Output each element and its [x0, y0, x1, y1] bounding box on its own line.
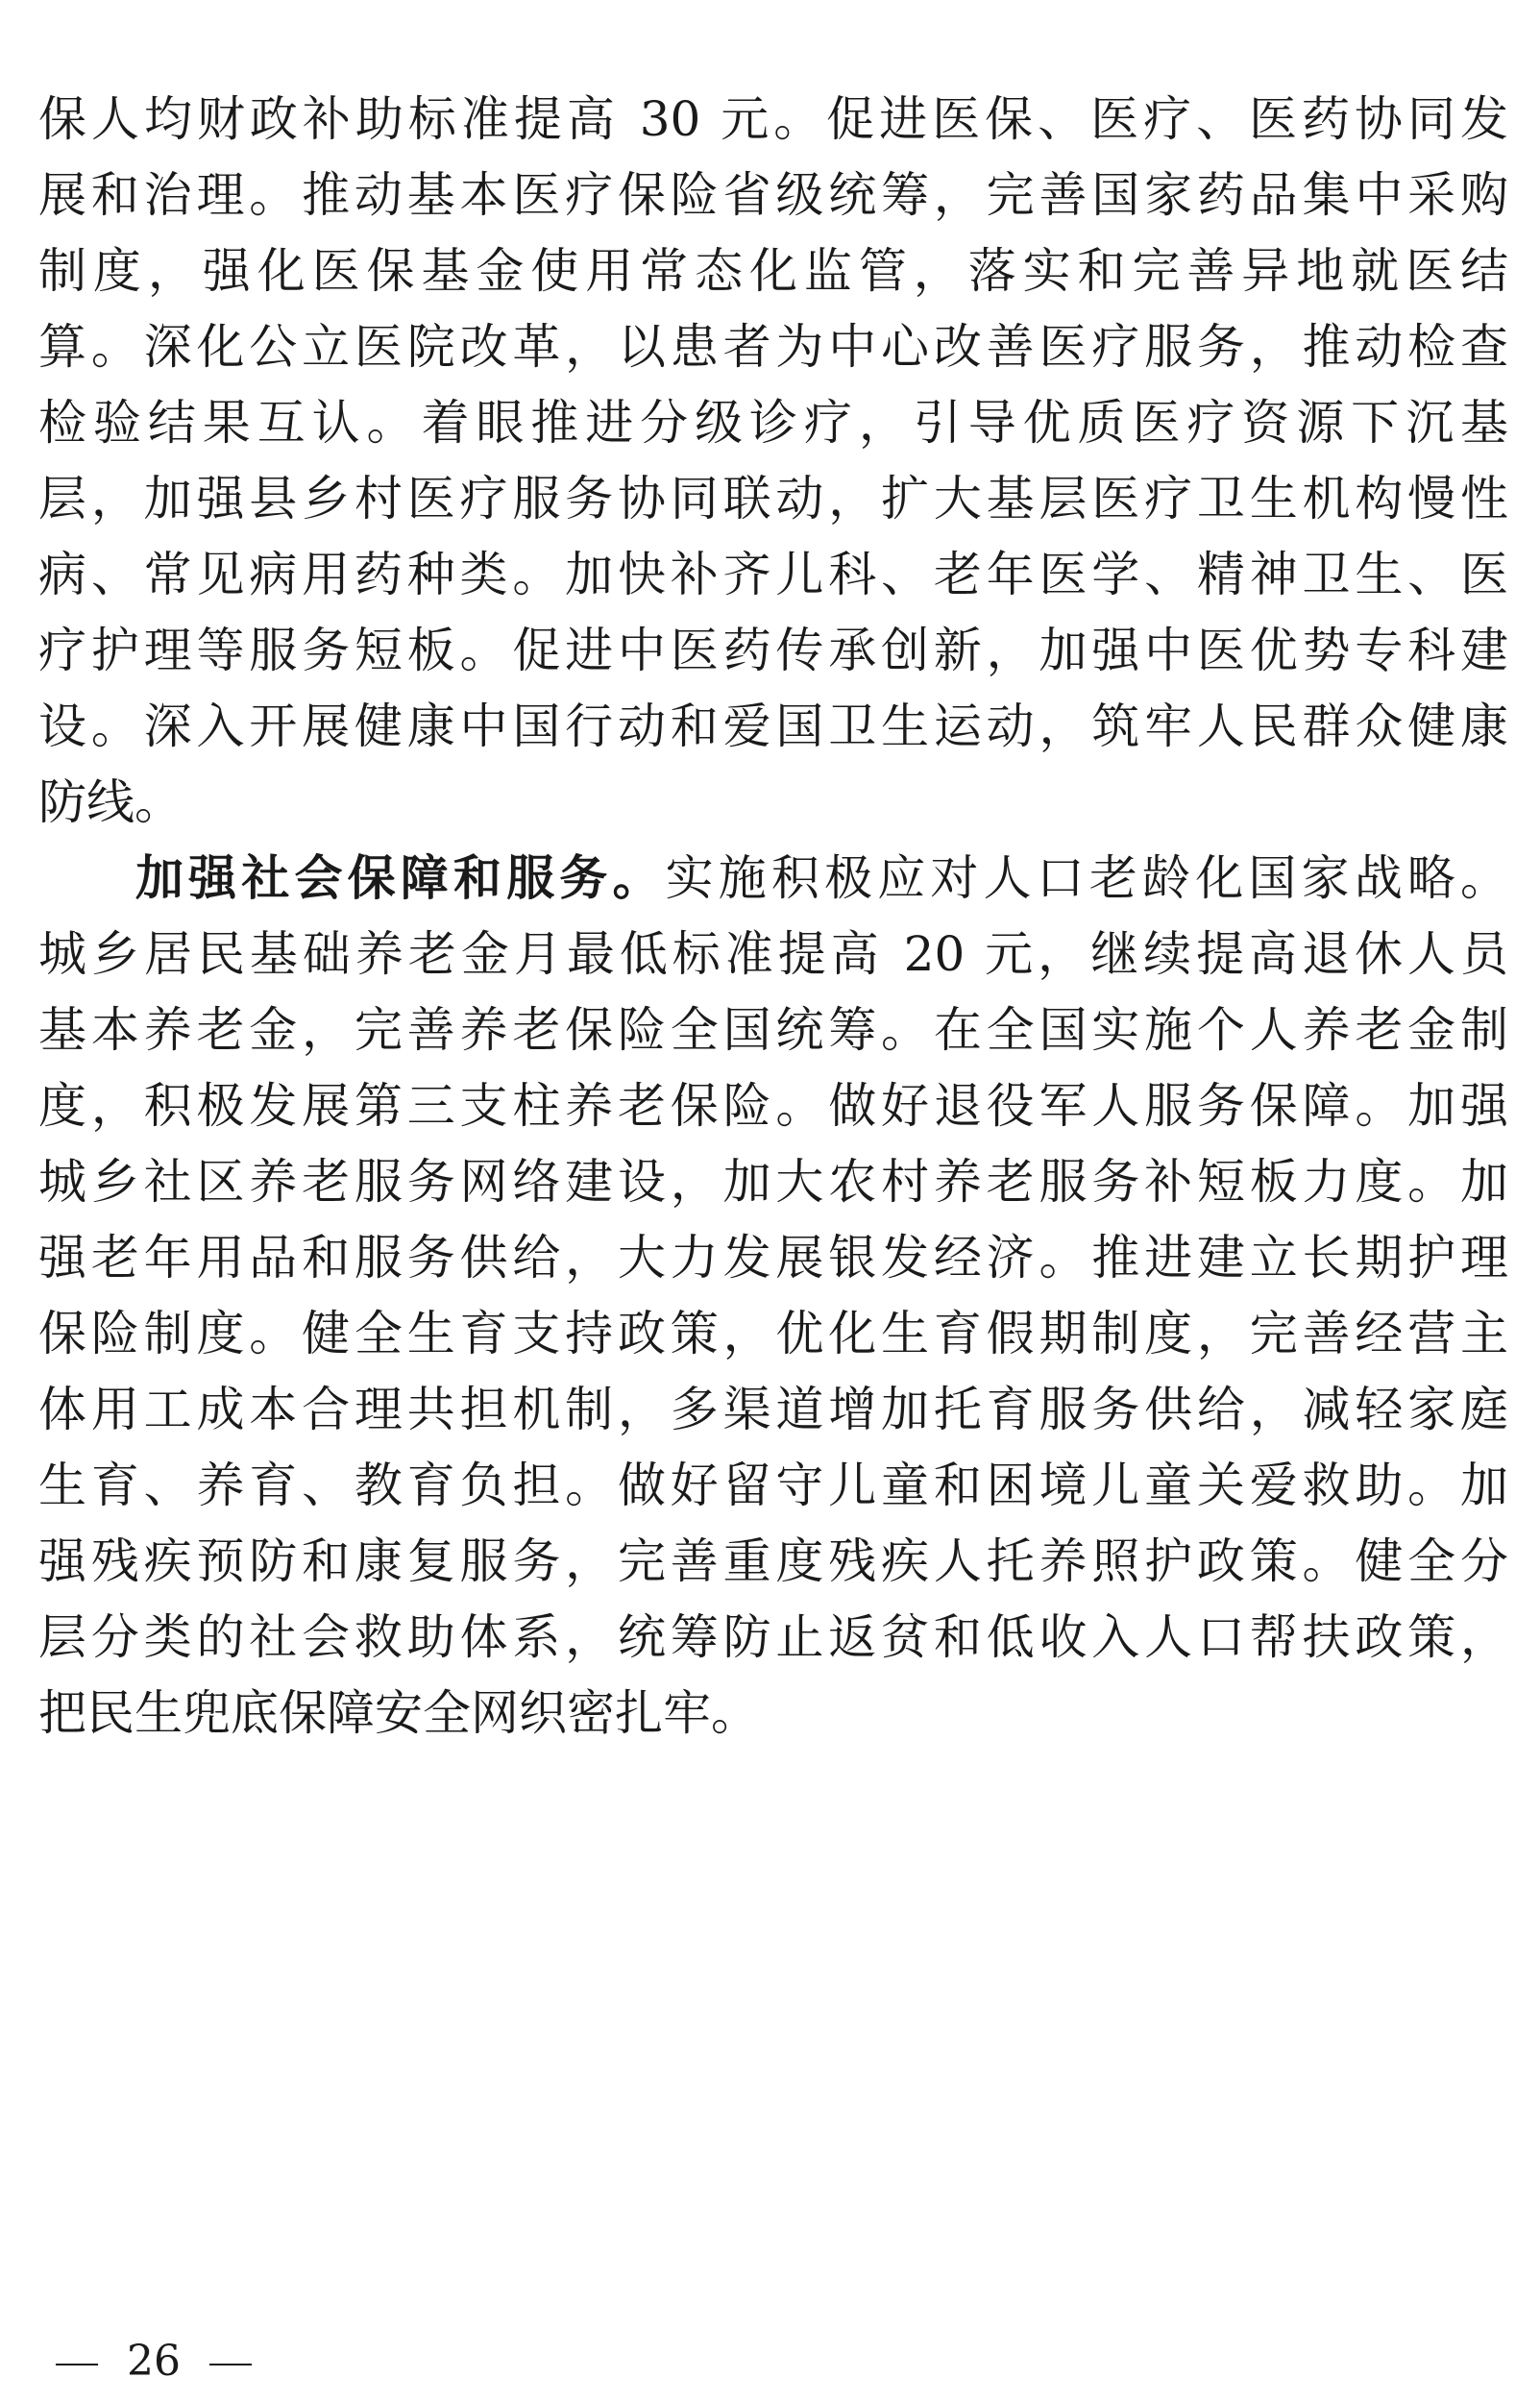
text-line: 层，加强县乡村医疗服务协同联动，扩大基层医疗卫生机构慢性	[38, 471, 1508, 527]
text-line: 基本养老金，完善养老保险全国统筹。在全国实施个人养老金制	[38, 1002, 1508, 1058]
text-line: 防线。	[38, 774, 183, 830]
text-line: 城乡居民基础养老金月最低标准提高 20 元，继续提高退休人员	[38, 926, 1508, 982]
text-line: 度，积极发展第三支柱养老保险。做好退役军人服务保障。加强	[38, 1078, 1508, 1134]
footer-dash-left	[56, 2364, 98, 2365]
text-line: 制度，强化医保基金使用常态化监管，落实和完善异地就医结	[38, 243, 1508, 299]
text-line: 生育、养育、教育负担。做好留守儿童和困境儿童关爱救助。加	[38, 1458, 1508, 1513]
page-footer	[56, 2333, 252, 2390]
text-line: 把民生兜底保障安全网织密扎牢。	[38, 1685, 759, 1741]
text-line: 强老年用品和服务供给，大力发展银发经济。推进建立长期护理	[38, 1230, 1508, 1286]
text-line: 体用工成本合理共担机制，多渠道增加托育服务供给，减轻家庭	[38, 1382, 1508, 1437]
text-line: 疗护理等服务短板。促进中医药传承创新，加强中医优势专科建	[38, 623, 1508, 678]
text-line: 展和治理。推动基本医疗保险省级统筹，完善国家药品集中采购	[38, 167, 1508, 223]
text-line: 设。深入开展健康中国行动和爱国卫生运动，筑牢人民群众健康	[38, 699, 1508, 754]
text-line: 城乡社区养老服务网络建设，加大农村养老服务补短板力度。加	[38, 1154, 1508, 1210]
text-run: 实施积极应对人口老龄化国家战略。	[665, 850, 1509, 906]
footer-dash-right	[209, 2364, 252, 2365]
paragraph-first-line	[135, 840, 1508, 917]
text-line: 检验结果互认。着眼推进分级诊疗，引导优质医疗资源下沉基	[38, 395, 1508, 451]
text-line: 保险制度。健全生育支持政策，优化生育假期制度，完善经营主	[38, 1306, 1508, 1361]
text-line: 保人均财政补助标准提高 30 元。促进医保、医疗、医药协同发	[38, 91, 1508, 147]
text-line: 算。深化公立医院改革，以患者为中心改善医疗服务，推动检查	[38, 319, 1508, 375]
section-heading: 加强社会保障和服务。	[135, 849, 666, 906]
page-number: 26	[127, 2337, 181, 2386]
text-line: 病、常见病用药种类。加快补齐儿科、老年医学、精神卫生、医	[38, 547, 1508, 602]
text-line: 层分类的社会救助体系，统筹防止返贫和低收入人口帮扶政策，	[38, 1609, 1508, 1665]
text-line: 强残疾预防和康复服务，完善重度残疾人托养照护政策。健全分	[38, 1533, 1508, 1589]
